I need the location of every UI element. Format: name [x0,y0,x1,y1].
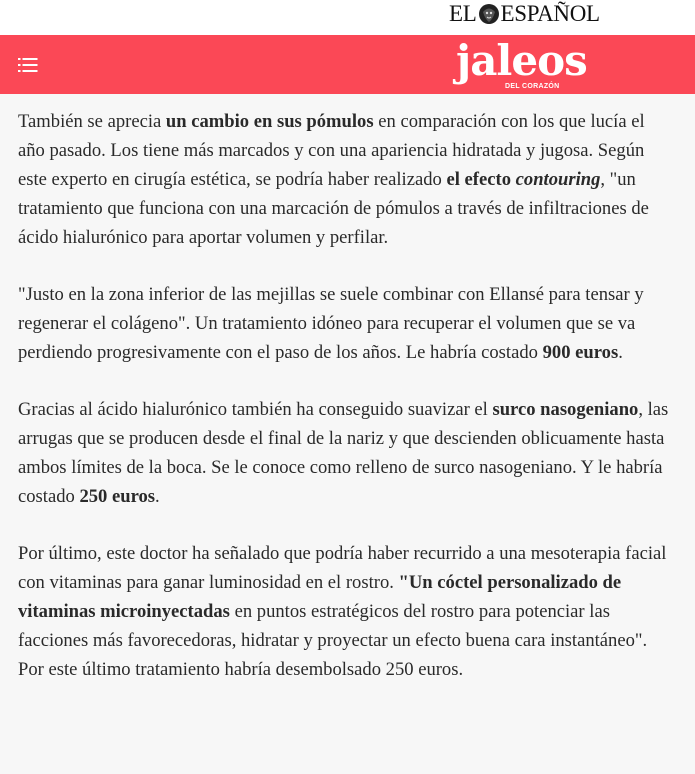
p3-text-a: Gracias al ácido hialurónico también ha conseguido suavizar el [18,399,493,420]
navigation-bar [0,35,695,94]
p4-text-a: Por último, este doctor ha señalado que podría haber recurrido a una mesoterapia facial con vitaminas para ganar luminosidad en el rostro. [18,543,667,593]
brand-left-text: EL [449,1,477,26]
p3-text-e: . [155,486,160,507]
article-body [0,94,695,684]
p3-bold-surco: surco nasogeniano [492,399,639,420]
p4-bold-coctel: "Un cóctel personalizado de vitaminas microinyectadas [18,572,622,622]
p4-text-c: en puntos estratégicos del rostro para potenciar las facciones más favorecedoras, hidratar y proyectar un efecto buena cara instantáneo". Por este último tratamiento habría desembolsado 250 euros. [18,601,648,680]
paragraph-4 [18,539,675,684]
p1-italic-contouring: contouring [515,169,601,190]
p1-text-c: en comparación con los que lucía el año pasado. Los tiene más marcados y con una apariencia hidratada y jugosa. Según este experto en cirugía estética, se podría haber realizado [18,111,645,190]
paragraph-3 [18,395,675,511]
jaleos-logo[interactable] [456,36,587,90]
paragraph-2 [18,280,675,367]
p1-text-f: , "un tratamiento que funciona con una marcación de pómulos a través de infiltraciones de ácido hialurónico para aportar volumen y perfilar. [18,169,649,248]
logo-subtitle: DEL CORAZÓN [505,83,560,90]
p2-text-a: "Justo en la zona inferior de las mejillas se suele combinar con Ellansé para tensar y regenerar el colágeno". Un tratamiento idóneo para recuperar el volumen que se va perdiendo progresivamente con el paso de los años. Le habría costado [18,284,644,363]
paragraph-1 [18,107,675,252]
hamburger-menu-icon[interactable] [18,56,38,74]
p1-bold-cheekbones: un cambio en sus pómulos [165,111,374,132]
lion-icon [478,3,500,25]
logo-title: jaleos [456,36,587,85]
p3-text-c: , las arrugas que se producen desde el final de la nariz y que descienden oblicuamente hasta ambos límites de la boca. Se le conoce como relleno de surco nasogeniano. Y le habría costado [18,399,669,507]
p3-bold-price: 250 euros [79,486,156,507]
p1-bold-d: el efecto [446,169,516,190]
p1-text-a: También se aprecia [18,111,166,132]
el-espanol-logo[interactable] [449,1,600,27]
top-bar [0,0,695,35]
p1-bold-contouring [446,169,600,190]
brand-right-text: ESPAÑOL [500,1,600,26]
p2-bold-price: 900 euros [542,342,619,363]
p2-text-c: . [618,342,623,363]
